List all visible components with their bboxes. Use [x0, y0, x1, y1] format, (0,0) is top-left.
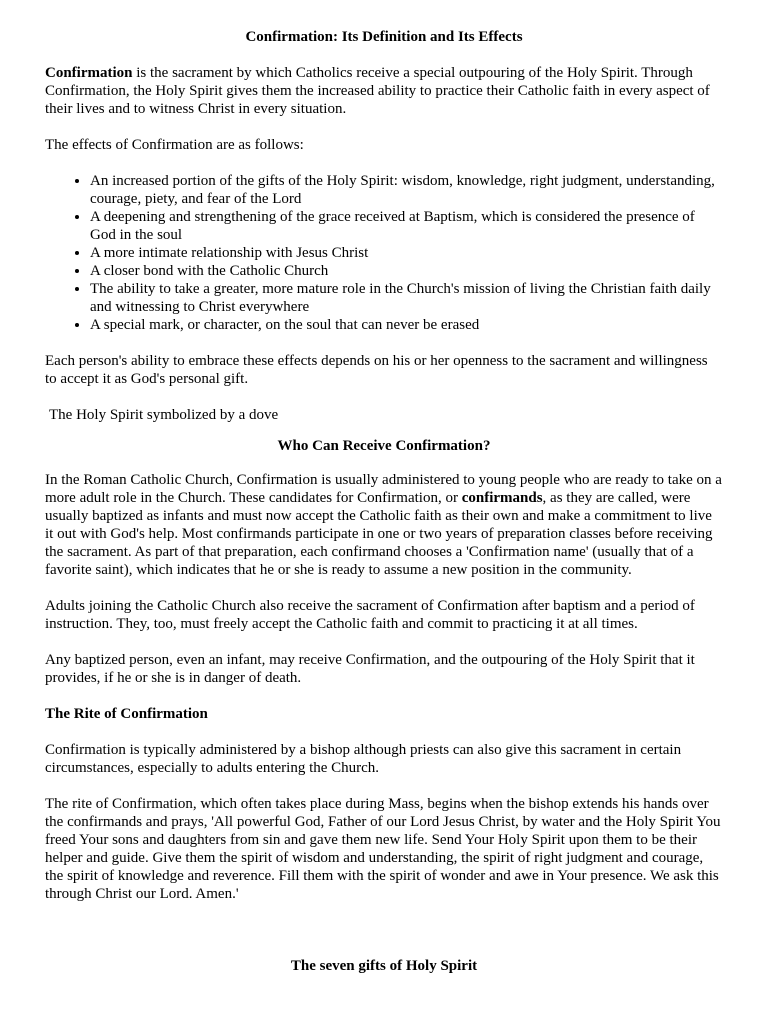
who-para1-after: , as they are called, were usually baptized as infants and must now accept the Catholic faith as their own and make a commitment to live it out with God's help. Most confirmands participate in one or two years of preparation classes before receiving the sacrament. As part of that preparation, each confirmand chooses a 'Confirmation name' (usually that of a favorite saint), which indicates that he or she is ready to assume a new position in the community. — [45, 490, 713, 578]
rite-paragraph-1: Confirmation is typically administered by a bishop although priests can also give this sacrament in certain circumstances, especially to adults entering the Church. — [45, 742, 682, 776]
dove-image-caption: The Holy Spirit symbolized by a dove — [49, 407, 279, 423]
gifts-heading: The seven gifts of Holy Spirit — [290, 958, 478, 974]
intro-term: Confirmation — [45, 65, 133, 81]
rite-heading: The Rite of Confirmation — [45, 706, 208, 722]
effects-list — [45, 172, 723, 334]
effect-item: • A more intimate relationship with Jesus Christ — [90, 244, 723, 262]
effect-item: • An increased portion of the gifts of the Holy Spirit: wisdom, knowledge, right judgment, understanding, courage, piety, and fear of the Lord — [90, 172, 723, 208]
effects-lead: The effects of Confirmation are as follows: — [45, 137, 304, 153]
effect-item: • A closer bond with the Catholic Church — [90, 262, 723, 280]
effect-item: • A deepening and strengthening of the grace received at Baptism, which is considered the presence of God in the soul — [90, 208, 723, 244]
who-paragraph-2: Adults joining the Catholic Church also receive the sacrament of Confirmation after baptism and a period of instruction. They, too, must freely accept the Catholic faith and commit to practicing it at all times. — [45, 598, 695, 632]
who-paragraph-3: Any baptized person, even an infant, may receive Confirmation, and the outpouring of the Holy Spirit that it provides, if he or she is in danger of death. — [45, 652, 695, 686]
document-title: Confirmation: Its Definition and Its Effects — [245, 29, 523, 45]
document-page — [45, 28, 723, 975]
intro-text: is the sacrament by which Catholics receive a special outpouring of the Holy Spirit. Through Confirmation, the Holy Spirit gives them the increased ability to practice their Catholic faith in every aspect of their lives and to witness Christ in every situation. — [45, 65, 710, 117]
who-para1-before: In the Roman Catholic Church, Confirmation is usually administered to young people who are ready to take on a more adult role in the Church. These candidates for Confirmation, or — [45, 472, 722, 506]
effect-item: • A special mark, or character, on the soul that can never be erased — [90, 316, 723, 334]
who-paragraph-1 — [45, 471, 723, 579]
openness-paragraph: Each person's ability to embrace these effects depends on his or her openness to the sacrament and willingness to accept it as God's personal gift. — [45, 353, 708, 387]
rite-paragraph-2: The rite of Confirmation, which often takes place during Mass, begins when the bishop extends his hands over the confirmands and prays, 'All powerful God, Father of our Lord Jesus Christ, by water and the Holy Spirit You freed Your sons and daughters from sin and gave them new life. Send Your Holy Spirit upon them to be their helper and guide. Give them the spirit of wisdom and understanding, the spirit of right judgment and courage, the spirit of knowledge and reverence. Fill them with the spirit of wonder and awe in Your presence. We ask this through Christ our Lord. Amen.' — [45, 796, 721, 902]
intro-paragraph — [45, 64, 723, 118]
who-heading: Who Can Receive Confirmation? — [277, 438, 491, 454]
effect-item: • The ability to take a greater, more mature role in the Church's mission of living the Christian faith daily and witnessing to Christ everywhere — [90, 280, 723, 316]
confirmands-term: confirmands — [461, 490, 543, 506]
